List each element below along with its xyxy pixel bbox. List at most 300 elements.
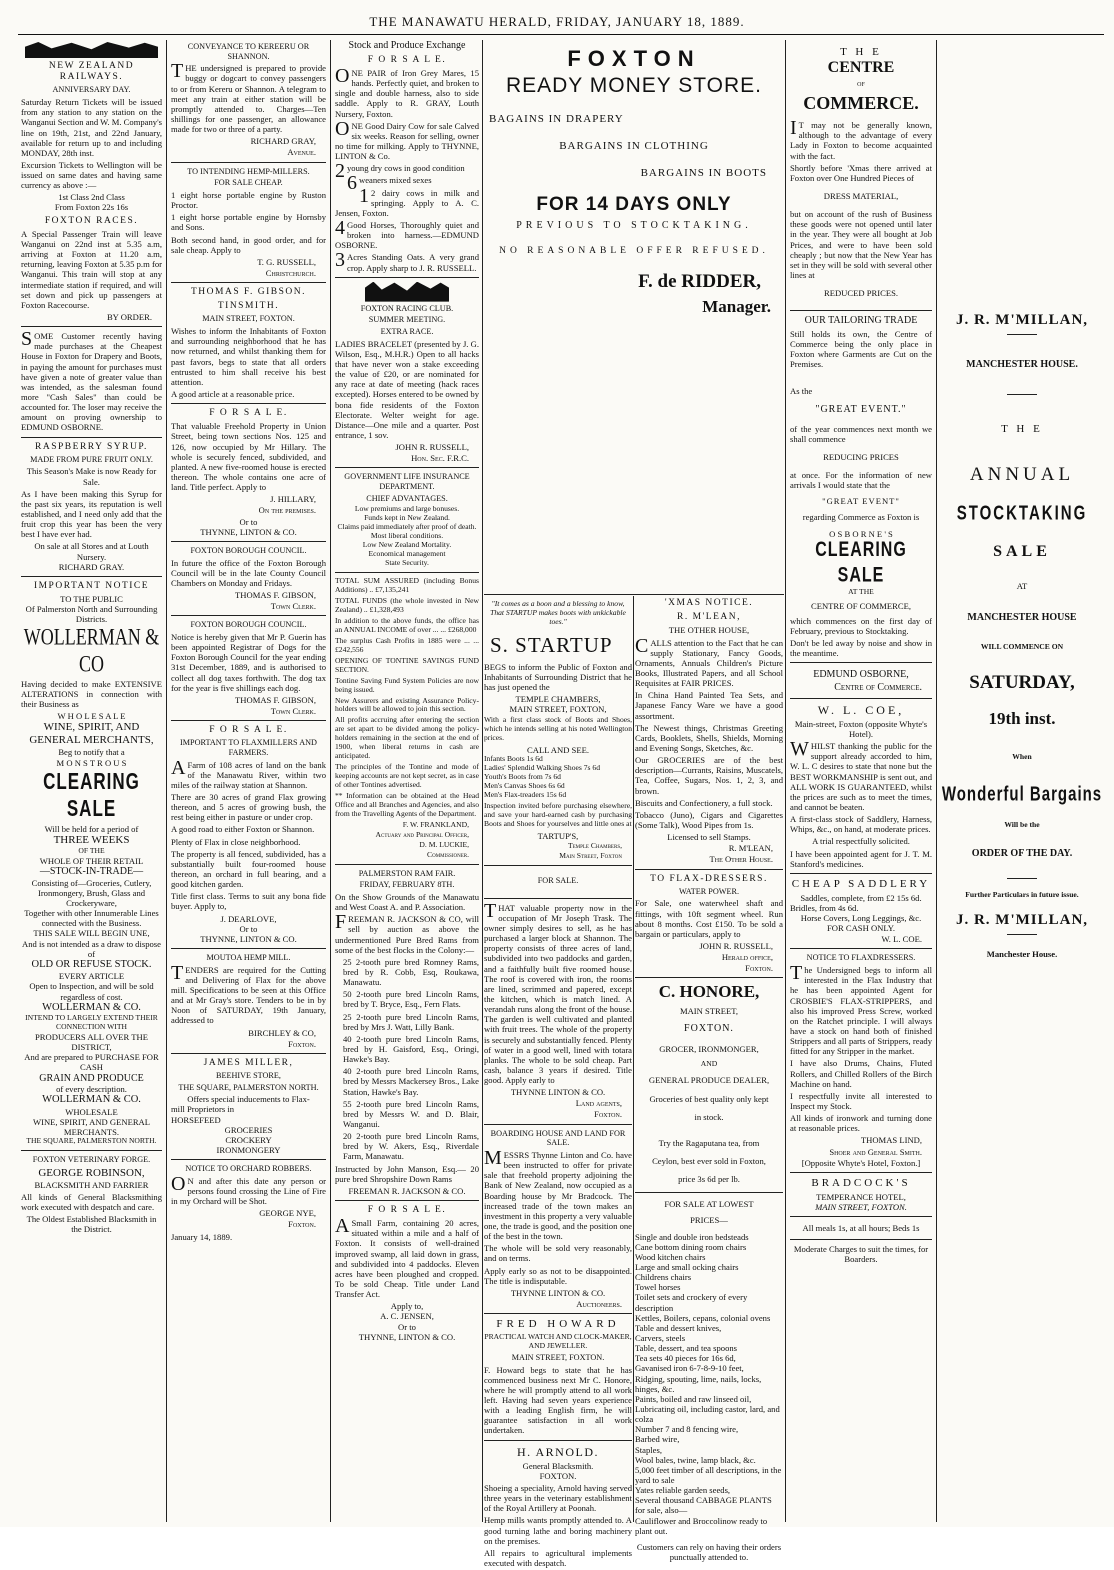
annual-at: AT bbox=[1016, 581, 1028, 592]
ram-lot: 50 2-tooth pure bred Lincoln Rams, bred by T. Bryce, Esq., Fern Flats. bbox=[343, 989, 479, 1010]
small-farm-text: ASmall Farm, containing 20 acres, situated within a mile and a half of Foxton. It consists of well-drained improved swamp, all laid down in grass, and subdivided into 4 paddocks. Eleven acres have been ploughed and cropped. To be sold Cheap. Title under Land Transfer Act. bbox=[335, 1215, 479, 1300]
hemp-signature: T. G. RUSSELL, bbox=[257, 256, 316, 267]
saddlery-line: Horse Covers, Long Leggings, &c. bbox=[800, 913, 922, 924]
lowest-prices-item: Customers can rely on having their orders punctually attended to. bbox=[636, 1541, 782, 1562]
centre-text: Don't be led away by noise and show in the meantime. bbox=[790, 637, 932, 658]
xmas-text: The Newest things, Christmas Greeting Cards, Booklets, Shells, Shields, Morning and Evening Songs, Sketches, &c. bbox=[635, 722, 783, 753]
lowest-prices-item: Number 7 and 8 fencing wire, bbox=[635, 1424, 739, 1435]
railways-text: Excursion Tickets to Wellington will be issued on same dates and having same currency as above :— bbox=[21, 159, 162, 191]
divider bbox=[1007, 878, 1037, 879]
wollerman-line: GRAIN AND PRODUCE bbox=[39, 1072, 144, 1084]
insurance-line: Funds kept in New Zealand. bbox=[364, 513, 450, 523]
wollerman-line: WOLLERMAN & CO. bbox=[42, 1001, 141, 1013]
miller-text: Offers special inducements to Flax- bbox=[187, 1094, 310, 1105]
races-title: FOXTON RACES. bbox=[44, 215, 139, 226]
centre-text: IT may not be generally known, although to the advantage of every Lady in Foxton to become acquainted with the fact. bbox=[790, 117, 932, 161]
bargains-clothing: BARGAINS IN CLOTHING bbox=[559, 139, 709, 152]
farm-text: Title first class. Terms to suit any bona fide buyer. Apply to, bbox=[171, 891, 326, 912]
column-2 bbox=[168, 40, 329, 1522]
wollerman-line: INTEND TO LARGELY EXTEND THEIR CONNECTION WITH bbox=[25, 1013, 158, 1031]
farm-agent: THYNNE, LINTON & CO. bbox=[200, 933, 297, 944]
for-sale-title: F O R S A L E. bbox=[209, 725, 288, 736]
gibson-text: Wishes to inform the Inhabitants of Foxton and surrounding neighborhood that he has now returned, and whilst thanking them for past favors, begs to state that all orders entrusted to him shall receive his best attention. bbox=[171, 326, 326, 387]
boarding-house-text: MESSRS Thynne Linton and Co. have been instructed to offer for private sale that freehold property adjoining the Bank of New Zealand, now occupied as a Boarding house by Mr Bradcock. The increased trade of the town makes an investment in this property a very valuable one, the trade is good, and the position one of the best in the town. bbox=[484, 1146, 632, 1242]
insurance-signature: D. M. LUCKIE, bbox=[419, 839, 469, 849]
wollerman-text: And is not intended as a draw to dispose of bbox=[22, 938, 161, 959]
property-signature: Foxton. bbox=[594, 1109, 622, 1120]
raspberry-text: On sale at all Stores and at Louth Nursery. bbox=[34, 541, 149, 562]
store-town: FOXTON bbox=[567, 46, 701, 71]
lowest-prices-item: Carvers, steels bbox=[635, 1332, 686, 1343]
bradcock-text: All meals 1s, at all hours; Beds 1s bbox=[802, 1223, 920, 1234]
miller-line: GROCERIES bbox=[224, 1124, 273, 1135]
railways-subtitle: ANNIVERSARY DAY. bbox=[52, 85, 131, 95]
borough-council-signature: Town Clerk. bbox=[270, 705, 316, 716]
lowest-prices-item: Cane bottom dining room chairs bbox=[635, 1241, 747, 1252]
veterinary-title: FOXTON VETERINARY FORGE. bbox=[32, 1155, 151, 1165]
ram-lot: 40 2-tooth pure bred Lincoln Rams, bred by Messrs Mackersey Bros., Lake Station, Hawke's Bay. bbox=[343, 1066, 479, 1097]
racing-club-signature: Hon. Sec. F.R.C. bbox=[411, 453, 469, 464]
property-title: FOR SALE. bbox=[537, 876, 579, 885]
wollerman-line: GENERAL MERCHANTS, bbox=[29, 734, 154, 747]
divider bbox=[21, 326, 162, 327]
raspberry-signature: RICHARD GRAY. bbox=[58, 561, 125, 572]
wollerman-line: OF THE bbox=[78, 845, 105, 855]
divider bbox=[635, 977, 783, 978]
for-sale-text: That valuable Freehold Property in Union Street, being town sections Nos. 125 and 126, now occupied by Mr Hillary. The whole is securely fenced, subdivided, and planted. A new five-roomed house is erected thereon. The whole contains one acre of land. Title perfect. Apply to bbox=[171, 421, 326, 493]
boarding-house-signature: THYNNE LINTON & CO. bbox=[510, 1287, 606, 1298]
customer-notice: SOME Customer recently having made purchases at the Cheapest House in Foxton for Drapery and Boots, in paying the amount for purchases must have given a note of greater value than was intended, as the salesman found more "Cash Sales" than could be accounted for. The loser may receive the amount on proving ownership to EDMUND OSBORNE. bbox=[21, 328, 162, 433]
conveyance-signature: RICHARD GRAY, bbox=[250, 136, 316, 147]
small-farm-signature: A. C. JENSEN, bbox=[380, 1311, 434, 1322]
gibson-title: THOMAS F. GIBSON. bbox=[190, 287, 306, 298]
annual-the: T H E bbox=[1001, 423, 1043, 436]
insurance-signature: Actuary and Principal Officer, bbox=[375, 829, 469, 839]
lowest-prices-item: Towel horses bbox=[635, 1282, 681, 1293]
important-notice-sub: Of Palmerston North and Surrounding Districts. bbox=[25, 604, 158, 625]
centre-text: of the year commences next month we shall commence bbox=[790, 423, 932, 444]
will-commence: WILL COMMENCE ON bbox=[980, 642, 1064, 652]
races-text: A Special Passenger Train will leave Wanganui on 22nd inst at 5.35 a.m, arriving at Foxton at 11.20 a.m, returning, leaving Foxton at 5.35 p.m for Wanganui. This train will stop at any intermediate station if required, and will set down and pick up passengers at Foxton Racecourse. bbox=[21, 228, 162, 310]
lowest-prices-item: Table, dessert, and tea spoons bbox=[635, 1343, 738, 1354]
racing-club-text: LADIES BRACELET (presented by J. G. Wilson, Esq., M.H.R.) Open to all hacks that have never won a stake exceeding the value of £20, or are nominated for any race at date of meeting (hack races excepted). Horses entered to be owned by bona fide residents of the Foxton Electorate. Welter weight for age. Distance—One mile and a quarter. Post entrance, 1 sov. bbox=[335, 338, 479, 440]
startup-line: Temple Chambers, bbox=[567, 841, 622, 851]
no-offer-refused: NO REASONABLE OFFER REFUSED. bbox=[499, 245, 769, 256]
xmas-text: Biscuits and Confectionery, a full stock. bbox=[635, 797, 773, 808]
divider bbox=[171, 1159, 326, 1160]
insurance-sub: CHIEF ADVANTAGES. bbox=[366, 493, 448, 503]
flaxdressers-signature: THOMAS LIND, bbox=[860, 1135, 922, 1146]
insurance-line: Claims paid immediately after proof of death. bbox=[337, 522, 477, 532]
conveyance-signature: Avenue. bbox=[287, 147, 316, 158]
ram-fair-date: FRIDAY, FEBRUARY 8TH. bbox=[359, 880, 455, 890]
wonderful-bargains: Wonderful Bargains bbox=[941, 782, 1103, 806]
howard-sub: PRACTICAL WATCH AND CLOCK-MAKER, AND JEWELLER. bbox=[484, 1332, 632, 1350]
ram-lot: 25 2-tooth pure bred Romney Rams, bred by R. Cobb, Esq, Roukawa, Manawatu. bbox=[343, 956, 479, 988]
stock-item: 3Acres Standing Oats. A very grand crop. Apply sharp to J. R. RUSSELL. bbox=[335, 249, 479, 273]
insurance-text: New Assurers and existing Assurance Policy-holders will be allowed to join this section. bbox=[335, 695, 479, 714]
divider bbox=[335, 572, 479, 573]
insurance-text: ** Information can be obtained at the Head Office and all Branches and Agencies, and also from the Travelling Agents of the Department. bbox=[335, 791, 479, 818]
miller-address: THE SQUARE, PALMERSTON NORTH. bbox=[178, 1082, 319, 1092]
column-rule bbox=[166, 40, 167, 1522]
divider bbox=[1007, 334, 1037, 335]
moutoa-signature: BIRCHLEY & CO, bbox=[248, 1027, 316, 1038]
coe-text: I have been appointed agent for J. T. M. Stanford's medicines. bbox=[790, 848, 932, 869]
honore-line: Ceylon, best ever sold in Foxton, bbox=[652, 1156, 766, 1166]
howard-address: MAIN STREET, FOXTON. bbox=[511, 1352, 605, 1362]
manchester-house: Manchester House. bbox=[986, 948, 1058, 959]
insurance-text: OPENING OF TONTINE SAVINGS FUND SECTION. bbox=[335, 655, 479, 674]
hemp-text: 1 eight horse portable engine by Ruston Proctor. bbox=[171, 189, 326, 211]
wollerman-line: EVERY ARTICLE bbox=[58, 971, 125, 982]
lowest-prices-item: Paints, boiled and raw linseed oil, bbox=[635, 1393, 752, 1404]
insurance-line: Economical management bbox=[368, 549, 446, 559]
divider bbox=[484, 865, 632, 866]
divider bbox=[790, 662, 932, 663]
divider bbox=[335, 1200, 479, 1201]
moutoa-signature: Foxton. bbox=[288, 1038, 316, 1049]
property-signature: Land agents, bbox=[575, 1098, 622, 1109]
divider bbox=[171, 162, 326, 163]
orchard-title: NOTICE TO ORCHARD ROBBERS. bbox=[185, 1164, 312, 1174]
mcmillan-name: J. R. M'MILLAN, bbox=[955, 912, 1089, 929]
flaxdressers-signature: Shoer and General Smith. bbox=[829, 1146, 922, 1157]
orchard-signature: GEORGE NYE, bbox=[259, 1208, 316, 1219]
flaxdressers-signature: [Opposite Whyte's Hotel, Foxton.] bbox=[801, 1157, 921, 1168]
lowest-prices-item: Cauliflower and Broccolinow ready to plant out. bbox=[635, 1515, 768, 1536]
divider bbox=[484, 594, 784, 595]
column-rule bbox=[633, 596, 634, 1522]
conveyance-title: CONVEYANCE TO KEREERU OR SHANNON. bbox=[187, 42, 310, 61]
xmas-text: In China Hand Painted Tea Sets, and Japanese Fancy Ware we have a good assortment. bbox=[635, 690, 783, 721]
bradcock-sub: TEMPERANCE HOTEL, bbox=[816, 1191, 906, 1202]
lowest-prices-item: 5,000 feet timber of all descriptions, in the yard to sale bbox=[635, 1464, 782, 1485]
wollerman-line: WHOLE OF THEIR RETAIL bbox=[39, 855, 144, 866]
lowest-prices-item: Kettles, Boilers, cepans, colonial ovens bbox=[635, 1312, 771, 1323]
wollerman-line: of every description. bbox=[56, 1084, 127, 1095]
column-rule bbox=[330, 40, 331, 1522]
xmas-text: Licensed to sell Stamps. bbox=[667, 832, 751, 843]
xmas-sub: THE OTHER HOUSE, bbox=[668, 625, 750, 636]
column-5 bbox=[787, 40, 935, 1522]
honore-line: Groceries of best quality only kept bbox=[649, 1093, 769, 1104]
lowest-prices-sub: PRICES— bbox=[690, 1215, 728, 1226]
startup-name: S. STARTUP bbox=[490, 632, 613, 657]
flaxdressers-text: I have also Drums, Chains, Fluted Rollers, and Chilled Rollers of the Birch Machine on hand. bbox=[790, 1058, 932, 1089]
blacksmith-name: GEORGE ROBINSON, bbox=[38, 1166, 145, 1179]
column-4b bbox=[635, 596, 783, 1562]
ram-lot: 40 2-tooth pure bred Lincoln Rams, bred by H. Gaisford, Esq., Oringi, Hawke's Bay. bbox=[343, 1033, 479, 1065]
commerce-heading: COMMERCE. bbox=[803, 92, 919, 113]
divider bbox=[790, 1239, 932, 1240]
lowest-prices-item: Ridging, spouting, lime, nails, locks, hinges, &c. bbox=[635, 1373, 762, 1394]
lowest-prices-item: Wood kitchen chairs bbox=[635, 1251, 706, 1262]
small-farm-title: F O R S A L E. bbox=[367, 1204, 447, 1215]
masthead: THE MANAWATU HERALD, FRIDAY, JANUARY 18, 1889. bbox=[369, 14, 745, 29]
clearing-sale-heading: CLEARING SALE bbox=[815, 538, 907, 587]
insurance-line: Most liberal conditions. bbox=[370, 531, 444, 541]
lowest-prices-title: FOR SALE AT LOWEST bbox=[664, 1199, 754, 1210]
stock-exchange-sub: F O R S A L E. bbox=[367, 54, 447, 65]
arnold-sub: General Blacksmith. bbox=[522, 1460, 594, 1471]
great-event: "GREAT EVENT" bbox=[822, 496, 900, 507]
centre-text: which commences on the first day of February, previous to Stocktaking. bbox=[790, 615, 932, 636]
divider bbox=[21, 576, 162, 577]
flax-dressers-sub: WATER POWER. bbox=[678, 886, 740, 896]
wollerman-line: WINE, SPIRIT, AND GENERAL bbox=[32, 1116, 151, 1127]
blacksmith-text: The Oldest Established Blacksmith in the District. bbox=[26, 1214, 157, 1235]
divider bbox=[635, 869, 783, 870]
reduced-prices: REDUCED PRICES. bbox=[823, 288, 898, 299]
startup-line: CALL AND SEE. bbox=[527, 745, 589, 756]
hemp-sub: FOR SALE CHEAP. bbox=[214, 178, 283, 188]
store-name: READY MONEY STORE. bbox=[505, 73, 763, 97]
xmas-signature: The Other House. bbox=[709, 854, 773, 865]
lowest-prices-item: Yates reliable garden seeds, bbox=[635, 1485, 731, 1496]
ram-fair-text: Instructed by John Manson, Esq.— 20 pure bred Shropshire Down Rams bbox=[335, 1163, 479, 1184]
racing-club-sub: SUMMER MEETING. bbox=[368, 315, 446, 325]
tailoring-title: OUR TAILORING TRADE bbox=[804, 315, 918, 327]
wollerman-text: Open to Inspection, and will be sold regardless of cost. bbox=[29, 981, 154, 1002]
osborne-signature: Centre of Commerce. bbox=[834, 681, 922, 693]
flaxdressers-text: I respectfully invite all interested to Inspect my Stock. bbox=[790, 1090, 932, 1111]
startup-text: BEGS to inform the Public of Foxton and Inhabitants of Surrounding District that he has just opened the bbox=[484, 661, 632, 692]
divider bbox=[484, 1313, 632, 1314]
lowest-prices-item: Large and small ocking chairs bbox=[635, 1261, 739, 1272]
bargains-boots: BARGAINS IN BOOTS bbox=[640, 166, 767, 179]
coe-text: A trial respectfully solicited. bbox=[812, 836, 910, 847]
borough-council-text: Notice is hereby given that Mr P. Guerin has been appointed Registrar of Dogs for the Foxton Borough Council for the year ending 31st December, 1889, and is authorised to collect all dog taxes forthwith. The dog tax for the year is five shillings each dog. bbox=[171, 631, 326, 693]
reducing-prices: REDUCING PRICES bbox=[823, 451, 899, 462]
racing-club-sub: EXTRA RACE. bbox=[380, 327, 434, 337]
wollerman-line: THIS SALE WILL BEGIN UNE, bbox=[33, 928, 150, 939]
bradcock-address: MAIN STREET, FOXTON. bbox=[815, 1201, 907, 1212]
coe-address: Main-street, Foxton (opposite Whyte's Hotel). bbox=[794, 718, 928, 739]
masthead-rule bbox=[18, 34, 1104, 35]
racing-club-signature: JOHN R. RUSSELL, bbox=[395, 442, 469, 453]
wollerman-address: THE SQUARE, PALMERSTON NORTH. bbox=[26, 1136, 157, 1146]
boarding-house-text: Apply early so as not to be disappointed. The title is indisputable. bbox=[484, 1265, 632, 1286]
orchard-date: January 14, 1889. bbox=[171, 1231, 233, 1242]
small-farm-signature: Apply to, bbox=[390, 1301, 424, 1312]
coe-text: WHILST thanking the public for the support already accorded to him, W. L. C desires to state that none but the BEST WORKMANSHIP is sent out, and ALL WORK IS GUARANTEED, whilst the prices are such as to meet the times, and cannot be beaten. bbox=[790, 738, 932, 812]
racing-club-title: FOXTON RACING CLUB. bbox=[360, 303, 454, 313]
divider bbox=[335, 277, 479, 278]
wollerman-text: Consisting of—Groceries, Cutlery, Ironmongery, Brush, Glass and Crockeryware, bbox=[31, 877, 152, 909]
divider bbox=[790, 1172, 932, 1173]
manchester-house: MANCHESTER HOUSE bbox=[967, 611, 1077, 623]
flax-dressers-signature: Foxton. bbox=[745, 963, 773, 974]
property-signature: THYNNE LINTON & CO. bbox=[510, 1087, 606, 1098]
insurance-figure: The surplus Cash Profits in 1885 were ... ... £242,556 bbox=[335, 635, 479, 654]
will-be-line: Will be the bbox=[1004, 820, 1040, 830]
ram-lot: 55 2-tooth pure bred Lincoln Rams, bred by Messrs W. and D. Blair, Wanganui. bbox=[343, 1098, 479, 1129]
centre-of: OF bbox=[857, 81, 865, 88]
divider bbox=[1007, 394, 1037, 395]
gibson-sub: TINSMITH. bbox=[217, 301, 280, 312]
xmas-text: Our GROCERIES are of the best description—Currants, Raisins, Muscatels, Tea, Coffee, Sugars, Nos. 1, 2, 3, and brown. bbox=[635, 755, 783, 796]
coe-text: A first-class stock of Saddlery, Harness, Whips, &c., on hand, at moderate prices. bbox=[790, 814, 932, 835]
ram-fair-text: FREEMAN R. JACKSON & CO, will sell by auction as above the undermentioned Pure Bred Rams from some of the best flocks in the Colony:— bbox=[335, 911, 479, 955]
wollerman-line: Beg to notify that a bbox=[58, 747, 125, 758]
gibson-text: A good article at a reasonable price. bbox=[171, 389, 295, 399]
railways-text: Saturday Return Tickets will be issued from any station to any station on the Wanganui Section and W. M. Company's line on 19th, 21st, and 22nd January, available for return up to and including MONDAY, 28th inst. bbox=[21, 97, 162, 158]
insurance-title: GOVERNMENT LIFE INSURANCE DEPARTMENT. bbox=[344, 472, 470, 492]
miller-line: CROCKERY bbox=[225, 1134, 272, 1145]
borough-council-title: FOXTON BOROUGH COUNCIL. bbox=[190, 545, 307, 555]
lowest-prices-item: Wool bales, twine, lamp black, &c. bbox=[635, 1454, 756, 1465]
centre-line: regarding Commerce as Foxton is bbox=[802, 512, 920, 523]
divider bbox=[790, 698, 932, 699]
property-text: THAT valuable property now in the occupation of Mr Joseph Trask. The owner simply desires to sell, as he has purchased a larger block at Shannon. The property consists of three acres of land, subdivided into two paddocks and garden, and a faithfully built five roomed house. The roof is covered with iron, the rooms are lined, scrimmed and papered, except the kitchen, which is match lined. A verandah runs along the front of the house. The garden is well cultivated and planted with fruit trees. The whole of the property is securely and substantially fenced. Plenty of water in a good well, lined with totara planks. The whole to be sold cheap. Part cash, balance 3 years if desired. Title good. Apply early to bbox=[484, 899, 632, 1086]
farm-text: There are 30 acres of grand Flax growing thereon, and 5 acres of growing bush, the rest being either in pasture or under crop. bbox=[171, 792, 326, 823]
farm-text: AFarm of 108 acres of land on the bank of the Manawatu River, within two miles of the railway station at Shannon. bbox=[171, 756, 326, 790]
flaxdressers-title: NOTICE TO FLAXDRESSERS. bbox=[806, 953, 916, 963]
wollerman-line: PRODUCERS ALL OVER THE DISTRICT, bbox=[35, 1031, 148, 1053]
lowest-prices-item: Several thousand CABBAGE PLANTS for sale, also— bbox=[635, 1495, 772, 1516]
centre-text: at once. For the information of new arrivals I would state that the bbox=[790, 469, 932, 491]
for-sale-signature: J. HILLARY, bbox=[270, 494, 316, 505]
centre-text: but on account of the rush of Business these goods were not opened until later in the year. They were all bought at Job Prices, and were to have been sold cheaply ; but now that the New Year has set in they will be sold with several other lines at bbox=[790, 209, 932, 280]
centre-of-commerce: CENTRE OF COMMERCE, bbox=[810, 601, 912, 612]
arnold-address: FOXTON. bbox=[539, 1470, 577, 1481]
wollerman-line: WHOLESALE bbox=[65, 1106, 118, 1117]
osbornes: O S B O R N E ' S bbox=[829, 528, 893, 539]
divider bbox=[484, 1124, 632, 1125]
insurance-line: State Security. bbox=[385, 558, 429, 568]
lowest-prices-item: Table and dessert knives, bbox=[635, 1322, 722, 1333]
insurance-text: All profits accruing after entering the section are set apart to be divided among the policy-holders remaining in the section at the end of 1900, when liberal returns in cash are anticipated. bbox=[335, 715, 479, 761]
borough-council-signature: Town Clerk. bbox=[270, 601, 316, 612]
annual-heading: ANNUAL bbox=[969, 464, 1075, 486]
blacksmith-text: All kinds of General Blacksmithing work executed with despatch and care. bbox=[21, 1191, 162, 1213]
column-1 bbox=[18, 40, 165, 1522]
startup-price: Ladies' Splendid Walking Shoes 7s 6d bbox=[484, 763, 600, 773]
miller-line: HORSEFEED bbox=[171, 1114, 221, 1125]
divider bbox=[171, 282, 326, 283]
hemp-signature: Christchurch. bbox=[265, 267, 316, 278]
borough-council-signature: THOMAS F. GIBSON, bbox=[235, 694, 316, 705]
column-spacer bbox=[941, 40, 1103, 308]
bradcock-text: Moderate Charges to suit the times, for Boarders. bbox=[793, 1244, 929, 1265]
manchester-house: MANCHESTER HOUSE. bbox=[966, 358, 1078, 370]
flaxdressers-text: All kinds of ironwork and turning done at reasonable prices. bbox=[790, 1113, 932, 1134]
racehorse-engraving bbox=[365, 282, 449, 302]
miller-sub: BEEHIVE STORE, bbox=[216, 1071, 281, 1080]
mcmillan-name: J. R. M'MILLAN, bbox=[955, 312, 1089, 328]
stocktaking-heading: STOCKTAKING bbox=[956, 501, 1088, 525]
insurance-signature: Commissioner. bbox=[427, 849, 469, 859]
centre-text: Shortly before 'Xmas there arrived at Foxton over One Hundred Pieces of bbox=[790, 162, 932, 183]
stock-exchange-title: Stock and Produce Exchange bbox=[348, 40, 466, 51]
flax-dressers-text: For Sale, one waterwheel shaft and fittings, with 10ft segment wheel. Run about 8 months. Cost £150. To be sold a bargain or particulars, apply to bbox=[635, 898, 783, 939]
stock-item: ONE PAIR of Iron Grey Mares, 15 hands. Perfectly quiet, and broken to single and double harness, also to side saddle. Apply to R. GRAY, Louth Nursery, Foxton. bbox=[335, 65, 479, 119]
xmas-text: CALLS attention to the Fact that he can supply Stationary, Fancy Goods, Ornaments, Annuals Children's Picture Books, Illustrated Papers, and all School Requisites at FAIR PRICES. bbox=[635, 634, 783, 689]
railway-crest-logo bbox=[25, 42, 158, 58]
great-event: "GREAT EVENT." bbox=[815, 403, 907, 415]
xmas-name: R. M'LEAN, bbox=[677, 612, 741, 623]
wollerman-line: MERCHANTS. bbox=[63, 1127, 120, 1138]
small-farm-agent: THYNNE, LINTON & CO. bbox=[358, 1331, 456, 1342]
tailoring-text: Still holds its own, the Centre of Commerce being the only place in Foxton where Garments are Cut on the Premises. bbox=[790, 329, 932, 370]
insurance-line: Low premiums and large bonuses. bbox=[354, 504, 460, 514]
divider bbox=[484, 1440, 632, 1441]
honore-line: FOXTON. bbox=[684, 1022, 734, 1034]
xmas-title: 'XMAS NOTICE. bbox=[664, 598, 754, 608]
farm-text: Plenty of Flax in close neighborhood. bbox=[171, 836, 301, 847]
moutoa-text: TENDERS are required for the Cutting and Delivering of Flax for the above mill. Specifications to be seen at this Office and at Mr Gray's store. Tenders to be in by Noon of SATURDAY, 19th January, addressed to bbox=[171, 961, 326, 1026]
stock-item: 6weaners mixed sexes bbox=[347, 172, 432, 195]
divider bbox=[171, 403, 326, 404]
startup-price: Youth's Boots from 7s 6d bbox=[484, 772, 561, 782]
divider bbox=[335, 467, 479, 468]
startup-text: Inspection invited before purchasing elsewhere, and save your hard-earned cash by purchasing Boots and Shoes for yourselves and little ones at bbox=[484, 801, 632, 828]
gibson-address: MAIN STREET, FOXTON. bbox=[202, 314, 295, 324]
wollerman-line: —STOCK-IN-TRADE— bbox=[39, 865, 144, 877]
stock-item: 2young dry cows in good condition bbox=[335, 160, 465, 183]
farm-text: The property is all fenced, subdivided, has a substantially built four-roomed house thereon, an orchard in full bearing, and a good kitchen garden. bbox=[171, 848, 326, 890]
divider bbox=[635, 1192, 783, 1193]
startup-text: With a first class stock of Boots and Shoes, which he intends selling at his noted Wellington prices. bbox=[484, 715, 632, 743]
conveyance-text: THE undersigned is prepared to provide buggy or dogcart to convey passengers to or from Kereru or Shannon. A telegram to meet any train at either station will be promptly attended to. Charges—Ten shillings for one passenger, an allowance made for two or three of a party. bbox=[171, 60, 326, 135]
wollerman-line: OLD OR REFUSE STOCK. bbox=[31, 958, 152, 970]
bradcock-title: BRADCOCK'S bbox=[811, 1176, 911, 1189]
insurance-figure: In addition to the above funds, the office has an ANNUAL INCOME of over ... ... £268,000 bbox=[335, 615, 479, 634]
dress-material: DRESS MATERIAL, bbox=[823, 191, 899, 201]
raspberry-subtitle: MADE FROM PURE FRUIT ONLY. bbox=[30, 454, 153, 464]
miller-line: mill Proprietors in bbox=[171, 1104, 235, 1115]
moutoa-title: MOUTOA HEMP MILL. bbox=[206, 953, 291, 962]
coe-title: W. L. COE, bbox=[817, 702, 905, 717]
raspberry-text: As I have been making this Syrup for the past six years, its reputation is well established, and I need only add that the fruit crop this year has been the very best I have ever had. bbox=[21, 488, 162, 540]
flaxdressers-text: The Undersigned begs to inform all interested in the Flax Industry that he has been appointed Agent for CROSBIE'S FLAX-STRIPPERS, and also his improved Press Screw, worked on the Ratchet principle. I will always have a stock on hand both of finished Strippers and all parts of Strippers, ready fitted for any Stripper in the market. bbox=[790, 962, 932, 1057]
for-sale-agent: THYNNE, LINTON & CO. bbox=[200, 526, 297, 537]
centre-line: As the bbox=[790, 385, 813, 396]
lowest-prices-item: Lubricating oil, including castor, lard, and colza bbox=[635, 1403, 780, 1425]
wollerman-name: WOLLERMAN & CO bbox=[23, 624, 160, 678]
divider bbox=[21, 437, 162, 438]
xmas-signature: R. M'LEAN, bbox=[728, 843, 773, 854]
column-4 bbox=[484, 40, 784, 1569]
insurance-figure: TOTAL FUNDS (the whole invested in New Zealand) .. £1,328,493 bbox=[335, 595, 479, 614]
lowest-prices-item: Gavanised iron 6-7-8-9-10 feet, bbox=[635, 1363, 744, 1374]
manager-name: F. de RIDDER, bbox=[638, 271, 761, 293]
divider bbox=[171, 948, 326, 949]
important-notice-sub: TO THE PUBLIC bbox=[60, 593, 123, 604]
wollerman-line: And are prepared to PURCHASE FOR CASH bbox=[24, 1052, 159, 1073]
divider bbox=[335, 864, 479, 865]
column-rule bbox=[785, 40, 786, 1522]
ram-lot: 20 2-tooth pure bred Lincoln Rams, bred by W. Akers, Esq., Riverdale Farm, Manawatu. bbox=[343, 1131, 479, 1162]
order-of-day: ORDER OF THE DAY. bbox=[971, 848, 1073, 860]
startup-price: Men's Flax-treaders 15s 6d bbox=[484, 790, 567, 800]
wollerman-line: THREE WEEKS bbox=[53, 833, 130, 846]
orchard-signature: Foxton. bbox=[288, 1219, 316, 1230]
saddlery-line: FOR CASH ONLY. bbox=[827, 923, 895, 934]
arnold-text: All repairs to agricultural implements executed with despatch. bbox=[484, 1547, 632, 1569]
farm-signature: J. DEARLOVE, bbox=[220, 913, 277, 924]
borough-council-text: In future the office of the Foxton Borough Council will be in the late County Council Chambers on Monday and Fridays. bbox=[171, 557, 326, 588]
arnold-text: Hemp mills wants promptly attended to. A good turning lathe and boring machinery on the premises. bbox=[484, 1515, 632, 1546]
borough-council-signature: THOMAS F. GIBSON, bbox=[235, 589, 316, 600]
wollerman-line: WOLLERMAN & CO. bbox=[42, 1094, 141, 1106]
boarding-house-text: The whole will be sold very reasonably, and on terms. bbox=[484, 1243, 632, 1264]
small-farm-or: Or to bbox=[398, 1321, 416, 1332]
divider bbox=[21, 1150, 162, 1151]
wollerman-line: M O N S T R O U S bbox=[56, 757, 127, 768]
wollerman-line: Will be held for a period of bbox=[44, 823, 139, 834]
